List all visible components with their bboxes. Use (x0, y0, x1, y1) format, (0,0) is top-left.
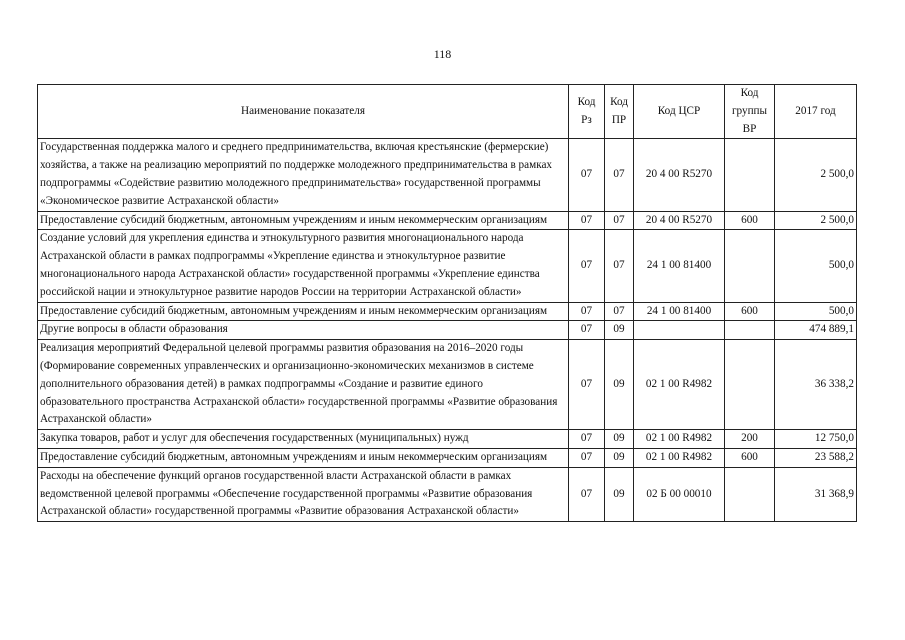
row-csr: 02 1 00 R4982 (634, 430, 725, 449)
row-pr: 07 (605, 230, 634, 302)
row-vr: 600 (725, 302, 775, 321)
row-pr: 07 (605, 139, 634, 211)
row-pr: 07 (605, 211, 634, 230)
row-vr (725, 321, 775, 340)
row-amount: 2 500,0 (775, 211, 857, 230)
row-name: Предоставление субсидий бюджетным, автономным учреждениям и иным некоммерческим организациям (38, 211, 569, 230)
row-name: Реализация мероприятий Федеральной целевой программы развития образования на 2016–2020 годы (Формирование современных управленческих и организационно-экономических механизмов в системе дополнительного образования детей) в рамках подпрограммы «Создание и развитие единого образовательного пространства Астраханской области» государственной программы «Развитие образования Астраханской области» (38, 340, 569, 430)
row-vr (725, 230, 775, 302)
table-header-row (38, 85, 857, 139)
header-rz: Код Рз (569, 85, 605, 139)
row-rz: 07 (569, 340, 605, 430)
row-name: Государственная поддержка малого и среднего предпринимательства, включая крестьянские (фермерские) хозяйства, а также на реализацию мероприятий по поддержке молодежного предпринимательства в рамках подпрограммы «Содействие развитию молодежного предпринимательства» государственной программы «Экономическое развитие Астраханской области» (38, 139, 569, 211)
row-pr: 09 (605, 340, 634, 430)
row-pr: 09 (605, 430, 634, 449)
row-pr: 09 (605, 467, 634, 521)
table-row (38, 302, 857, 321)
table-row (38, 139, 857, 211)
table-row (38, 321, 857, 340)
row-amount: 23 588,2 (775, 448, 857, 467)
row-pr: 07 (605, 302, 634, 321)
row-rz: 07 (569, 448, 605, 467)
row-csr: 20 4 00 R5270 (634, 211, 725, 230)
page-number: 118 (433, 47, 452, 61)
row-csr: 24 1 00 81400 (634, 230, 725, 302)
table-row (38, 430, 857, 449)
row-amount: 31 368,9 (775, 467, 857, 521)
row-vr (725, 139, 775, 211)
row-amount: 500,0 (775, 230, 857, 302)
row-vr: 600 (725, 211, 775, 230)
row-vr: 200 (725, 430, 775, 449)
header-pr: Код ПР (605, 85, 634, 139)
table-row (38, 467, 857, 521)
row-csr: 20 4 00 R5270 (634, 139, 725, 211)
table-row (38, 448, 857, 467)
header-vr: Код группы ВР (725, 85, 775, 139)
row-rz: 07 (569, 211, 605, 230)
header-csr: Код ЦСР (634, 85, 725, 139)
row-name: Предоставление субсидий бюджетным, автономным учреждениям и иным некоммерческим организациям (38, 302, 569, 321)
row-amount: 500,0 (775, 302, 857, 321)
row-csr: 02 1 00 R4982 (634, 340, 725, 430)
row-pr: 09 (605, 321, 634, 340)
table-row (38, 230, 857, 302)
row-name: Предоставление субсидий бюджетным, автономным учреждениям и иным некоммерческим организациям (38, 448, 569, 467)
row-amount: 36 338,2 (775, 340, 857, 430)
table-row (38, 211, 857, 230)
row-csr: 24 1 00 81400 (634, 302, 725, 321)
row-vr (725, 467, 775, 521)
row-csr: 02 1 00 R4982 (634, 448, 725, 467)
row-rz: 07 (569, 302, 605, 321)
budget-table (37, 84, 857, 522)
row-vr (725, 340, 775, 430)
row-csr (634, 321, 725, 340)
row-rz: 07 (569, 321, 605, 340)
row-amount: 474 889,1 (775, 321, 857, 340)
row-rz: 07 (569, 467, 605, 521)
row-name: Закупка товаров, работ и услуг для обеспечения государственных (муниципальных) нужд (38, 430, 569, 449)
header-name: Наименование показателя (38, 85, 569, 139)
row-name: Расходы на обеспечение функций органов государственной власти Астраханской области в рамках ведомственной целевой программы «Обеспечение государственной программы «Развитие образования Астраханской области» государственной программы «Развитие образования Астраханской области» (38, 467, 569, 521)
row-vr: 600 (725, 448, 775, 467)
row-rz: 07 (569, 139, 605, 211)
table-row (38, 340, 857, 430)
row-rz: 07 (569, 230, 605, 302)
header-year: 2017 год (775, 85, 857, 139)
row-name: Создание условий для укрепления единства и этнокультурного развития многонационального народа Астраханской области в рамках подпрограммы «Укрепление единства и этнокультурное развитие многонационального народа Астраханской области» государственной программы «Укрепление единства российской нации и этнокультурное развитие народов России на территории Астраханской области» (38, 230, 569, 302)
row-rz: 07 (569, 430, 605, 449)
row-csr: 02 Б 00 00010 (634, 467, 725, 521)
row-pr: 09 (605, 448, 634, 467)
row-amount: 12 750,0 (775, 430, 857, 449)
row-name: Другие вопросы в области образования (38, 321, 569, 340)
row-amount: 2 500,0 (775, 139, 857, 211)
